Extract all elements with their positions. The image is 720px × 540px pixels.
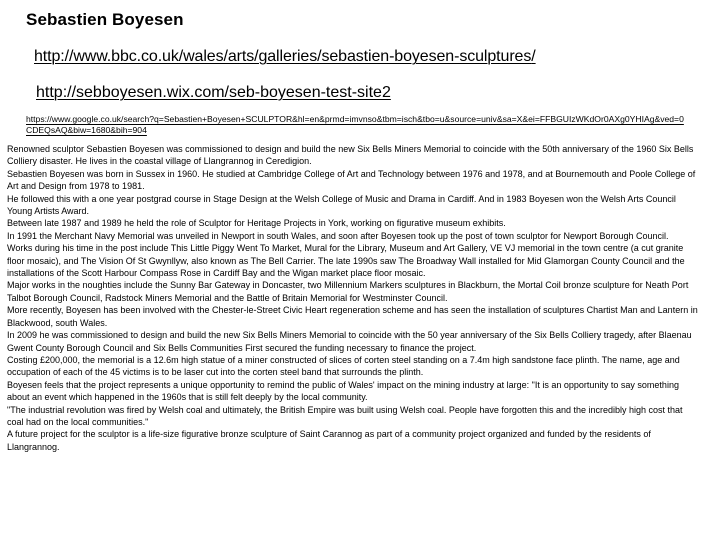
bbc-gallery-link[interactable]: [34, 48, 536, 66]
page-title: Sebastien Boyesen: [26, 10, 184, 29]
biography-paragraph: "The industrial revolution was fired by Welsh coal and ultimately, the British Empire was built using Welsh coal. People have forgotten this and the incredibly high cost that coal had on the local communities.": [7, 404, 683, 427]
wix-site-link[interactable]: http://sebboyesen.wix.com/seb-boyesen-test-site2: [36, 84, 391, 101]
biography-paragraph: Renowned sculptor Sebastien Boyesen was commissioned to design and build the new Six Bells Miners Memorial to coincide with the 50th anniversary of the 1960 Six Bells Colliery disaster. He lives in the coastal village of Llangrannog in Ceredigion.: [7, 144, 694, 167]
biography-paragraph: Boyesen feels that the project represents a unique opportunity to remind the public of Wales' impact on the mining industry at large: "It is an opportunity to say something about an event which happened in the 1960s that is still felt deeply by the local community.: [7, 379, 679, 403]
biography-paragraph: Costing £200,000, the memorial is a 12.6m high statue of a miner constructed of slices of corten steel standing on a 7.4m high sandstone face plinth. The name, age and occupation of each of the 45 victims is to be laser cut into the corten steel band that surrounds the plinth.: [7, 354, 680, 378]
biography-paragraph: Sebastien Boyesen was born in Sussex in 1960. He studied at Cambridge College of Art and Technology between 1976 and 1978, and at Bournemouth and Poole College of Art and Design from 1978 to 1981.: [7, 168, 696, 192]
bbc-gallery-link-text[interactable]: http://www.bbc.co.uk/wales/arts/galleries/sebastien-boyesen-sculptures: [34, 48, 532, 65]
biography-paragraph: Major works in the noughties include the Sunny Bar Gateway in Doncaster, two Millennium Markers sculptures in Blackburn, the Mortal Coil bronze sculpture for Neath Port Talbot Borough Council, Radstock Miners Memorial and the Battle of Britain Memorial for Westminster Council.: [7, 280, 689, 303]
biography-paragraph: Between late 1987 and 1989 he held the role of Sculptor for Heritage Projects in York, working on figurative museum exhibits.: [7, 218, 506, 229]
biography-paragraph: Works during his time in the post include This Little Piggy Went To Market, Mural for the Library, Museum and Art Gallery, VE VJ memorial in the town centre (a cut granite floor mosaic), and The Vision Of St Gwynllyw, also known as The Bell Carrier. The late 1990s saw The Broadway Wall installed for Mid Glamorgan County Council and the installations of the Scott Harbour Compass Rose in Cardiff Bay and the Wigan market place floor mosaic.: [7, 243, 685, 279]
bbc-gallery-link-trailing-slash: /: [531, 48, 536, 65]
biography-text: [7, 143, 699, 453]
biography-paragraph: In 2009 he was commissioned to design and build the new Six Bells Miners Memorial to coincide with the 50 year anniversary of the Six Bells Colliery tragedy, after Blaenau Gwent County Borough Council and Six Bells Communities First secured the funding necessary to finance the project.: [7, 330, 692, 353]
biography-paragraph: More recently, Boyesen has been involved with the Chester-le-Street Civic Heart regeneration scheme and has seen the installation of sculptures Chartist Man and Lantern in Blackwood, south Wales.: [7, 305, 698, 328]
biography-paragraph: A future project for the sculptor is a life-size figurative bronze sculpture of Saint Carannog as part of a community project organized and funded by the residents of Llangrannog.: [7, 429, 651, 452]
biography-paragraph: He followed this with a one year postgrad course in Stage Design at the Welsh College of Music and Drama in Cardiff. And in 1983 Boyesen won the Welsh Arts Council Young Artists Award.: [7, 193, 676, 217]
google-images-link[interactable]: https://www.google.co.uk/search?q=Sebastien+Boyesen+SCULPTOR&hl=en&prmd=imvnso&tbm=isch&tbo=u&source=univ&sa=X&ei=FFBGUIzWKdOr0AXg0YHIAg&ved=0CDEQsAQ&biw=1680&bih=904: [26, 114, 684, 135]
biography-paragraph: In 1991 the Merchant Navy Memorial was unveiled in Newport in south Wales, and soon after Boyesen took up the post of town sculptor for Newport Borough Council.: [7, 230, 669, 241]
